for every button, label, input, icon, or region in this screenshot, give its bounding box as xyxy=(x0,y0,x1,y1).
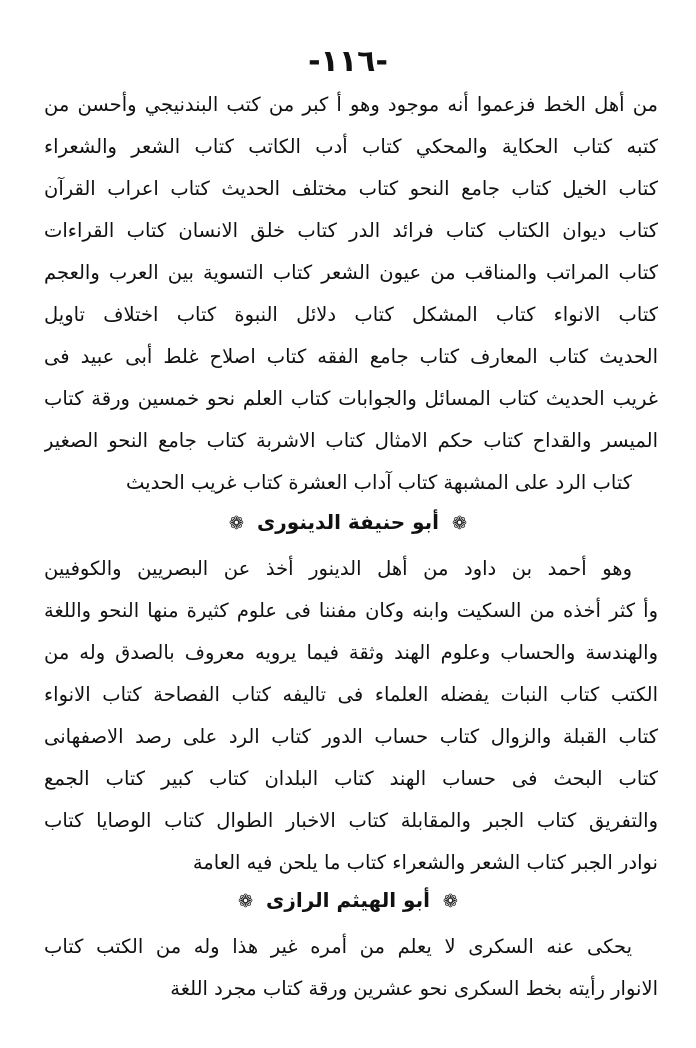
ornament-left-icon: ❁ xyxy=(237,890,254,912)
text-line: الكتب كتاب النبات يفضله العلماء فى تاليفه كتاب الفصاحة كتاب الانواء xyxy=(44,683,658,706)
text-line: نوادر الجبر كتاب الشعر والشعراء كتاب ما يلحن فيه العامة xyxy=(192,851,658,874)
heading-text: أبو الهيثم الرازى xyxy=(266,888,430,912)
text-line: والتفريق كتاب الجبر والمقابلة كتاب الاخبار الطوال كتاب الوصايا كتاب xyxy=(44,809,658,832)
paragraph-book-list xyxy=(44,84,658,504)
text-line: كتاب الانواء كتاب المشكل كتاب دلائل النبوة كتاب اختلاف تاويل xyxy=(44,303,658,326)
text-line: كتاب المراتب والمناقب من عيون الشعر كتاب التسوية بين العرب والعجم xyxy=(44,261,658,284)
text-line: كتاب ديوان الكتاب كتاب فرائد الدر كتاب خلق الانسان كتاب القراءات xyxy=(44,219,658,242)
text-line: والهندسة والحساب وعلوم الهند وثقة فيما يرويه معروف بالصدق وله من xyxy=(44,641,658,664)
page-number: -١١٦- xyxy=(308,44,388,79)
text-line: كتاب الرد على المشبهة كتاب آداب العشرة كتاب غريب الحديث xyxy=(126,471,632,494)
text-line: يحكى عنه السكرى لا يعلم من أمره غير هذا وله من الكتب كتاب xyxy=(44,935,632,958)
ornament-left-icon: ❁ xyxy=(228,512,244,534)
heading-text: أبو حنيفة الدينورى xyxy=(256,510,440,534)
ornament-right-icon: ❁ xyxy=(442,890,459,912)
text-line: الحديث كتاب المعارف كتاب جامع الفقه كتاب اصلاح غلط أبى عبيد فى xyxy=(44,345,658,368)
text-line: غريب الحديث كتاب المسائل والجوابات كتاب العلم نحو خمسين ورقة كتاب xyxy=(44,387,658,410)
text-line: كتاب القبلة والزوال كتاب حساب الدور كتاب الرد على رصد الاصفهانى xyxy=(44,725,658,748)
text-line: وهو أحمد بن داود من أهل الدينور أخذ عن البصريين والكوفيين xyxy=(44,557,632,580)
ornament-right-icon: ❁ xyxy=(452,512,468,534)
text-line: كتبه كتاب الحكاية والمحكي كتاب أدب الكاتب كتاب الشعر والشعراء xyxy=(44,135,658,158)
paragraph-abu-haytham xyxy=(44,926,658,1010)
text-line: كتاب البحث فى حساب الهند كتاب البلدان كتاب كبير كتاب الجمع xyxy=(44,767,658,790)
text-line: وأ كثر أخذه من السكيت وابنه وكان مفننا فى علوم كثيرة منها النحو واللغة xyxy=(44,599,658,622)
section-heading-abu-hanifa xyxy=(0,502,696,542)
text-line: من أهل الخط فزعموا أنه موجود وهو أ كبر من كتب البندنيجي وأحسن من xyxy=(44,93,658,116)
text-line: الميسر والقداح كتاب حكم الامثال كتاب الاشربة كتاب جامع النحو الصغير xyxy=(44,429,658,452)
section-heading-abu-haytham xyxy=(0,880,696,920)
paragraph-abu-hanifa xyxy=(44,548,658,884)
text-line: الانوار رأيته بخط السكرى نحو عشرين ورقة كتاب مجرد اللغة xyxy=(170,977,658,1000)
text-line: كتاب الخيل كتاب جامع النحو كتاب مختلف الحديث كتاب اعراب القرآن xyxy=(44,177,658,200)
